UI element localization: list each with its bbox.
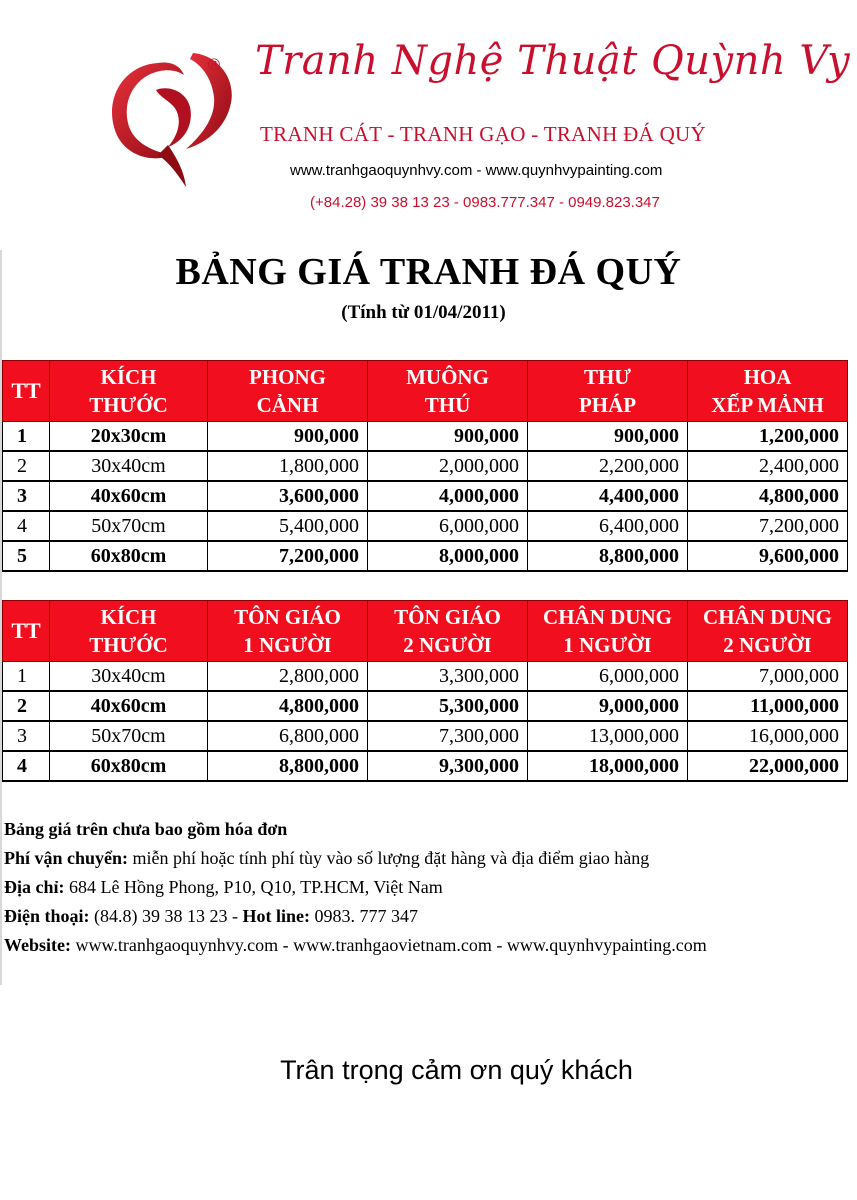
price-cell: 4,800,000 [688, 481, 848, 511]
price-cell: 9,600,000 [688, 541, 848, 571]
column-header-flower-mosaic: HOA XẾP MẢNH [688, 361, 848, 422]
price-cell: 9,300,000 [368, 751, 528, 781]
row-size: 40x60cm [50, 481, 208, 511]
row-size: 50x70cm [50, 721, 208, 751]
column-header-tt: TT [3, 601, 50, 662]
brand-header [0, 0, 857, 220]
column-header-animals: MUÔNG THÚ [368, 361, 528, 422]
price-table-portrait [2, 600, 848, 782]
price-cell: 3,300,000 [368, 662, 528, 692]
brand-subtitle: TRANH CÁT - TRANH GẠO - TRANH ĐÁ QUÝ [260, 122, 706, 146]
brand-phones: (+84.28) 39 38 13 23 - 0983.777.347 - 0949.823.347 [310, 194, 660, 211]
price-cell: 900,000 [528, 422, 688, 452]
table-row [3, 422, 848, 452]
invoice-note: Bảng giá trên chưa bao gồm hóa đơn [4, 819, 288, 839]
row-index: 1 [3, 662, 50, 692]
price-cell: 6,000,000 [368, 511, 528, 541]
column-header-calligraphy: THƯ PHÁP [528, 361, 688, 422]
price-cell: 5,400,000 [208, 511, 368, 541]
column-header-tt: TT [3, 361, 50, 422]
price-cell: 900,000 [208, 422, 368, 452]
price-cell: 8,800,000 [208, 751, 368, 781]
column-header-portrait-1-person: CHÂN DUNG 1 NGƯỜI [528, 601, 688, 662]
price-cell: 1,200,000 [688, 422, 848, 452]
price-cell: 7,000,000 [688, 662, 848, 692]
table-row [3, 511, 848, 541]
price-cell: 8,000,000 [368, 541, 528, 571]
column-header-size: KÍCH THƯỚC [50, 361, 208, 422]
price-cell: 4,800,000 [208, 691, 368, 721]
price-cell: 6,800,000 [208, 721, 368, 751]
row-size: 60x80cm [50, 541, 208, 571]
price-cell: 2,000,000 [368, 451, 528, 481]
table-row [3, 751, 848, 781]
address-note: Địa chỉ: 684 Lê Hồng Phong, P10, Q10, TP.HCM, Việt Nam [4, 877, 443, 897]
brand-websites: www.tranhgaoquynhvy.com - www.quynhvypainting.com [290, 162, 663, 179]
price-cell: 18,000,000 [528, 751, 688, 781]
price-cell: 6,400,000 [528, 511, 688, 541]
row-size: 20x30cm [50, 422, 208, 452]
price-cell: 3,600,000 [208, 481, 368, 511]
price-cell: 13,000,000 [528, 721, 688, 751]
page-subtitle: (Tính từ 01/04/2011) [341, 302, 506, 323]
table-header-row [3, 361, 848, 422]
table-header-row [3, 601, 848, 662]
page-title: BẢNG GIÁ TRANH ĐÁ QUÝ [175, 251, 682, 293]
row-size: 60x80cm [50, 751, 208, 781]
quynh-vy-logo-icon [98, 45, 248, 190]
website-note: Website: www.tranhgaoquynhvy.com - www.tranhgaovietnam.com - www.quynhvypainting.com [4, 935, 707, 955]
table-row [3, 481, 848, 511]
column-header-portrait-2-people: CHÂN DUNG 2 NGƯỜI [688, 601, 848, 662]
price-cell: 7,200,000 [688, 511, 848, 541]
row-size: 30x40cm [50, 662, 208, 692]
price-cell: 5,300,000 [368, 691, 528, 721]
price-cell: 8,800,000 [528, 541, 688, 571]
row-index: 4 [3, 511, 50, 541]
table-row [3, 691, 848, 721]
shipping-note: Phí vận chuyển: miễn phí hoặc tính phí tùy vào số lượng đặt hàng và địa điểm giao hàng [4, 848, 650, 868]
price-cell: 2,200,000 [528, 451, 688, 481]
row-index: 5 [3, 541, 50, 571]
table-row [3, 662, 848, 692]
price-cell: 900,000 [368, 422, 528, 452]
table-row [3, 541, 848, 571]
price-cell: 22,000,000 [688, 751, 848, 781]
column-header-religion-2-people: TÔN GIÁO 2 NGƯỜI [368, 601, 528, 662]
price-cell: 2,400,000 [688, 451, 848, 481]
price-cell: 16,000,000 [688, 721, 848, 751]
row-index: 2 [3, 691, 50, 721]
row-index: 3 [3, 481, 50, 511]
row-size: 30x40cm [50, 451, 208, 481]
row-size: 50x70cm [50, 511, 208, 541]
row-index: 2 [3, 451, 50, 481]
price-cell: 9,000,000 [528, 691, 688, 721]
table-row [3, 721, 848, 751]
price-cell: 11,000,000 [688, 691, 848, 721]
price-cell: 7,300,000 [368, 721, 528, 751]
column-header-landscape: PHONG CẢNH [208, 361, 368, 422]
price-cell: 7,200,000 [208, 541, 368, 571]
row-index: 3 [3, 721, 50, 751]
row-size: 40x60cm [50, 691, 208, 721]
price-cell: 1,800,000 [208, 451, 368, 481]
thank-you-message: Trân trọng cảm ơn quý khách [280, 1055, 633, 1085]
price-cell: 2,800,000 [208, 662, 368, 692]
price-table-landscape [2, 360, 848, 572]
column-header-religion-1-person: TÔN GIÁO 1 NGƯỜI [208, 601, 368, 662]
notes-block [4, 815, 854, 960]
price-cell: 6,000,000 [528, 662, 688, 692]
price-cell: 4,000,000 [368, 481, 528, 511]
row-index: 4 [3, 751, 50, 781]
row-index: 1 [3, 422, 50, 452]
table-row [3, 451, 848, 481]
price-cell: 4,400,000 [528, 481, 688, 511]
column-header-size: KÍCH THƯỚC [50, 601, 208, 662]
brand-title: Tranh Nghệ Thuật Quỳnh Vy [255, 38, 851, 84]
phone-note: Điện thoại: (84.8) 39 38 13 23 - Hot line: 0983. 777 347 [4, 906, 418, 926]
registered-mark: ® [206, 55, 222, 74]
